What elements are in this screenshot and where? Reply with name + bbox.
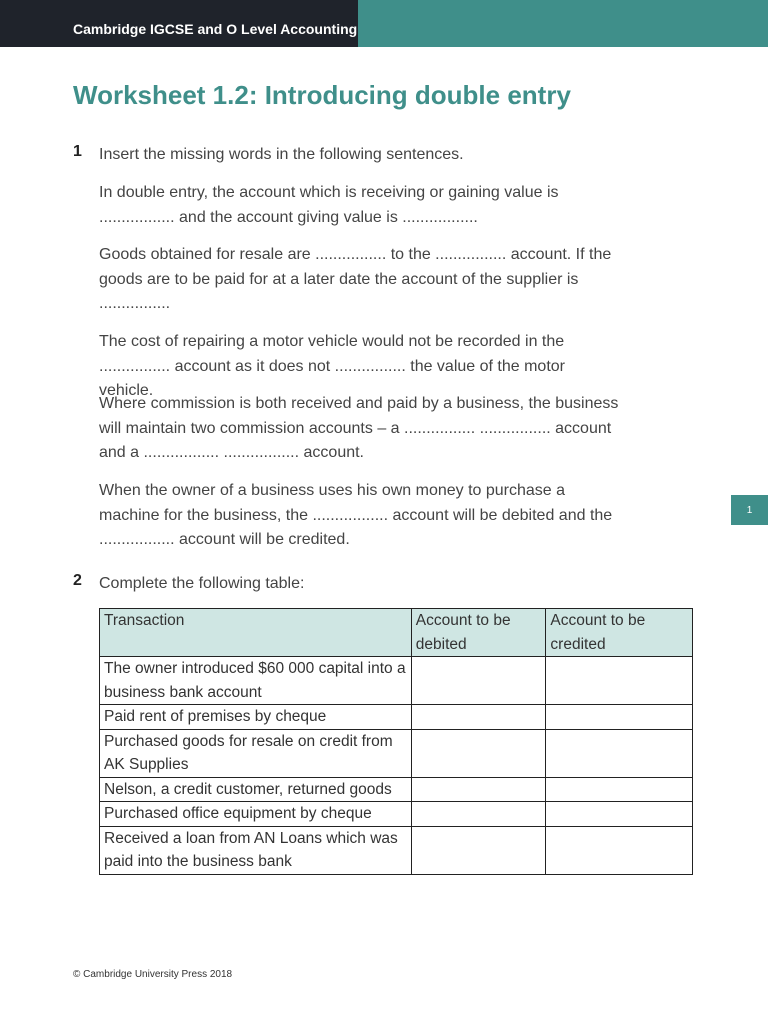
book-title: Cambridge IGCSE and O Level Accounting — [73, 21, 358, 37]
table-row — [100, 777, 693, 802]
transaction-cell: Received a loan from AN Loans which was paid into the business bank — [100, 826, 412, 874]
credit-answer-cell[interactable] — [546, 802, 693, 827]
transaction-cell: Purchased office equipment by cheque — [100, 802, 412, 827]
table-row — [100, 802, 693, 827]
credit-answer-cell[interactable] — [546, 729, 693, 777]
transactions-table — [99, 608, 693, 875]
transaction-cell: Purchased goods for resale on credit from AK Supplies — [100, 729, 412, 777]
debit-answer-cell[interactable] — [411, 777, 546, 802]
sentence-2: Goods obtained for resale are ................ to the ................ account. If the goods are to be paid for at a later date the account of the supplier is ................ — [99, 246, 612, 312]
worksheet-title: Worksheet 1.2: Introducing double entry — [73, 80, 571, 110]
debit-answer-cell[interactable] — [411, 729, 546, 777]
table-row — [100, 705, 693, 730]
transaction-cell: The owner introduced $60 000 capital into a business bank account — [100, 657, 412, 705]
header-debited: Account to be debited — [411, 609, 546, 657]
header-transaction: Transaction — [100, 609, 412, 657]
transaction-cell: Nelson, a credit customer, returned goods — [100, 777, 412, 802]
table-row — [100, 729, 693, 777]
table-header-row — [100, 609, 693, 657]
header-banner-teal — [358, 0, 768, 47]
debit-answer-cell[interactable] — [411, 657, 546, 705]
question-1-number: 1 — [73, 143, 82, 160]
question-2-instruction: Complete the following table: — [99, 575, 305, 592]
copyright-footer: © Cambridge University Press 2018 — [73, 969, 233, 980]
table-row — [100, 657, 693, 705]
debit-answer-cell[interactable] — [411, 705, 546, 730]
credit-answer-cell[interactable] — [546, 826, 693, 874]
sentence-4: Where commission is both received and paid by a business, the business will maintain two commission accounts – a ................ ................ account and a ................. ................. account. — [99, 395, 619, 461]
credit-answer-cell[interactable] — [546, 777, 693, 802]
table-row — [100, 826, 693, 874]
page-number-tab: 1 — [731, 495, 768, 525]
header-credited: Account to be credited — [546, 609, 693, 657]
transaction-cell: Paid rent of premises by cheque — [100, 705, 412, 730]
debit-answer-cell[interactable] — [411, 802, 546, 827]
question-1-instruction: Insert the missing words in the following sentences. — [99, 146, 464, 163]
credit-answer-cell[interactable] — [546, 657, 693, 705]
question-2-number: 2 — [73, 572, 82, 589]
sentence-3: The cost of repairing a motor vehicle would not be recorded in the ................ account as it does not ................ the value of the motor vehicle. — [99, 333, 565, 399]
debit-answer-cell[interactable] — [411, 826, 546, 874]
sentence-5: When the owner of a business uses his own money to purchase a machine for the business, the ................. account will be debited and the ................. account will be credited. — [99, 482, 613, 548]
sentence-1: In double entry, the account which is receiving or gaining value is ................. and the account giving value is ................. — [99, 184, 559, 226]
credit-answer-cell[interactable] — [546, 705, 693, 730]
